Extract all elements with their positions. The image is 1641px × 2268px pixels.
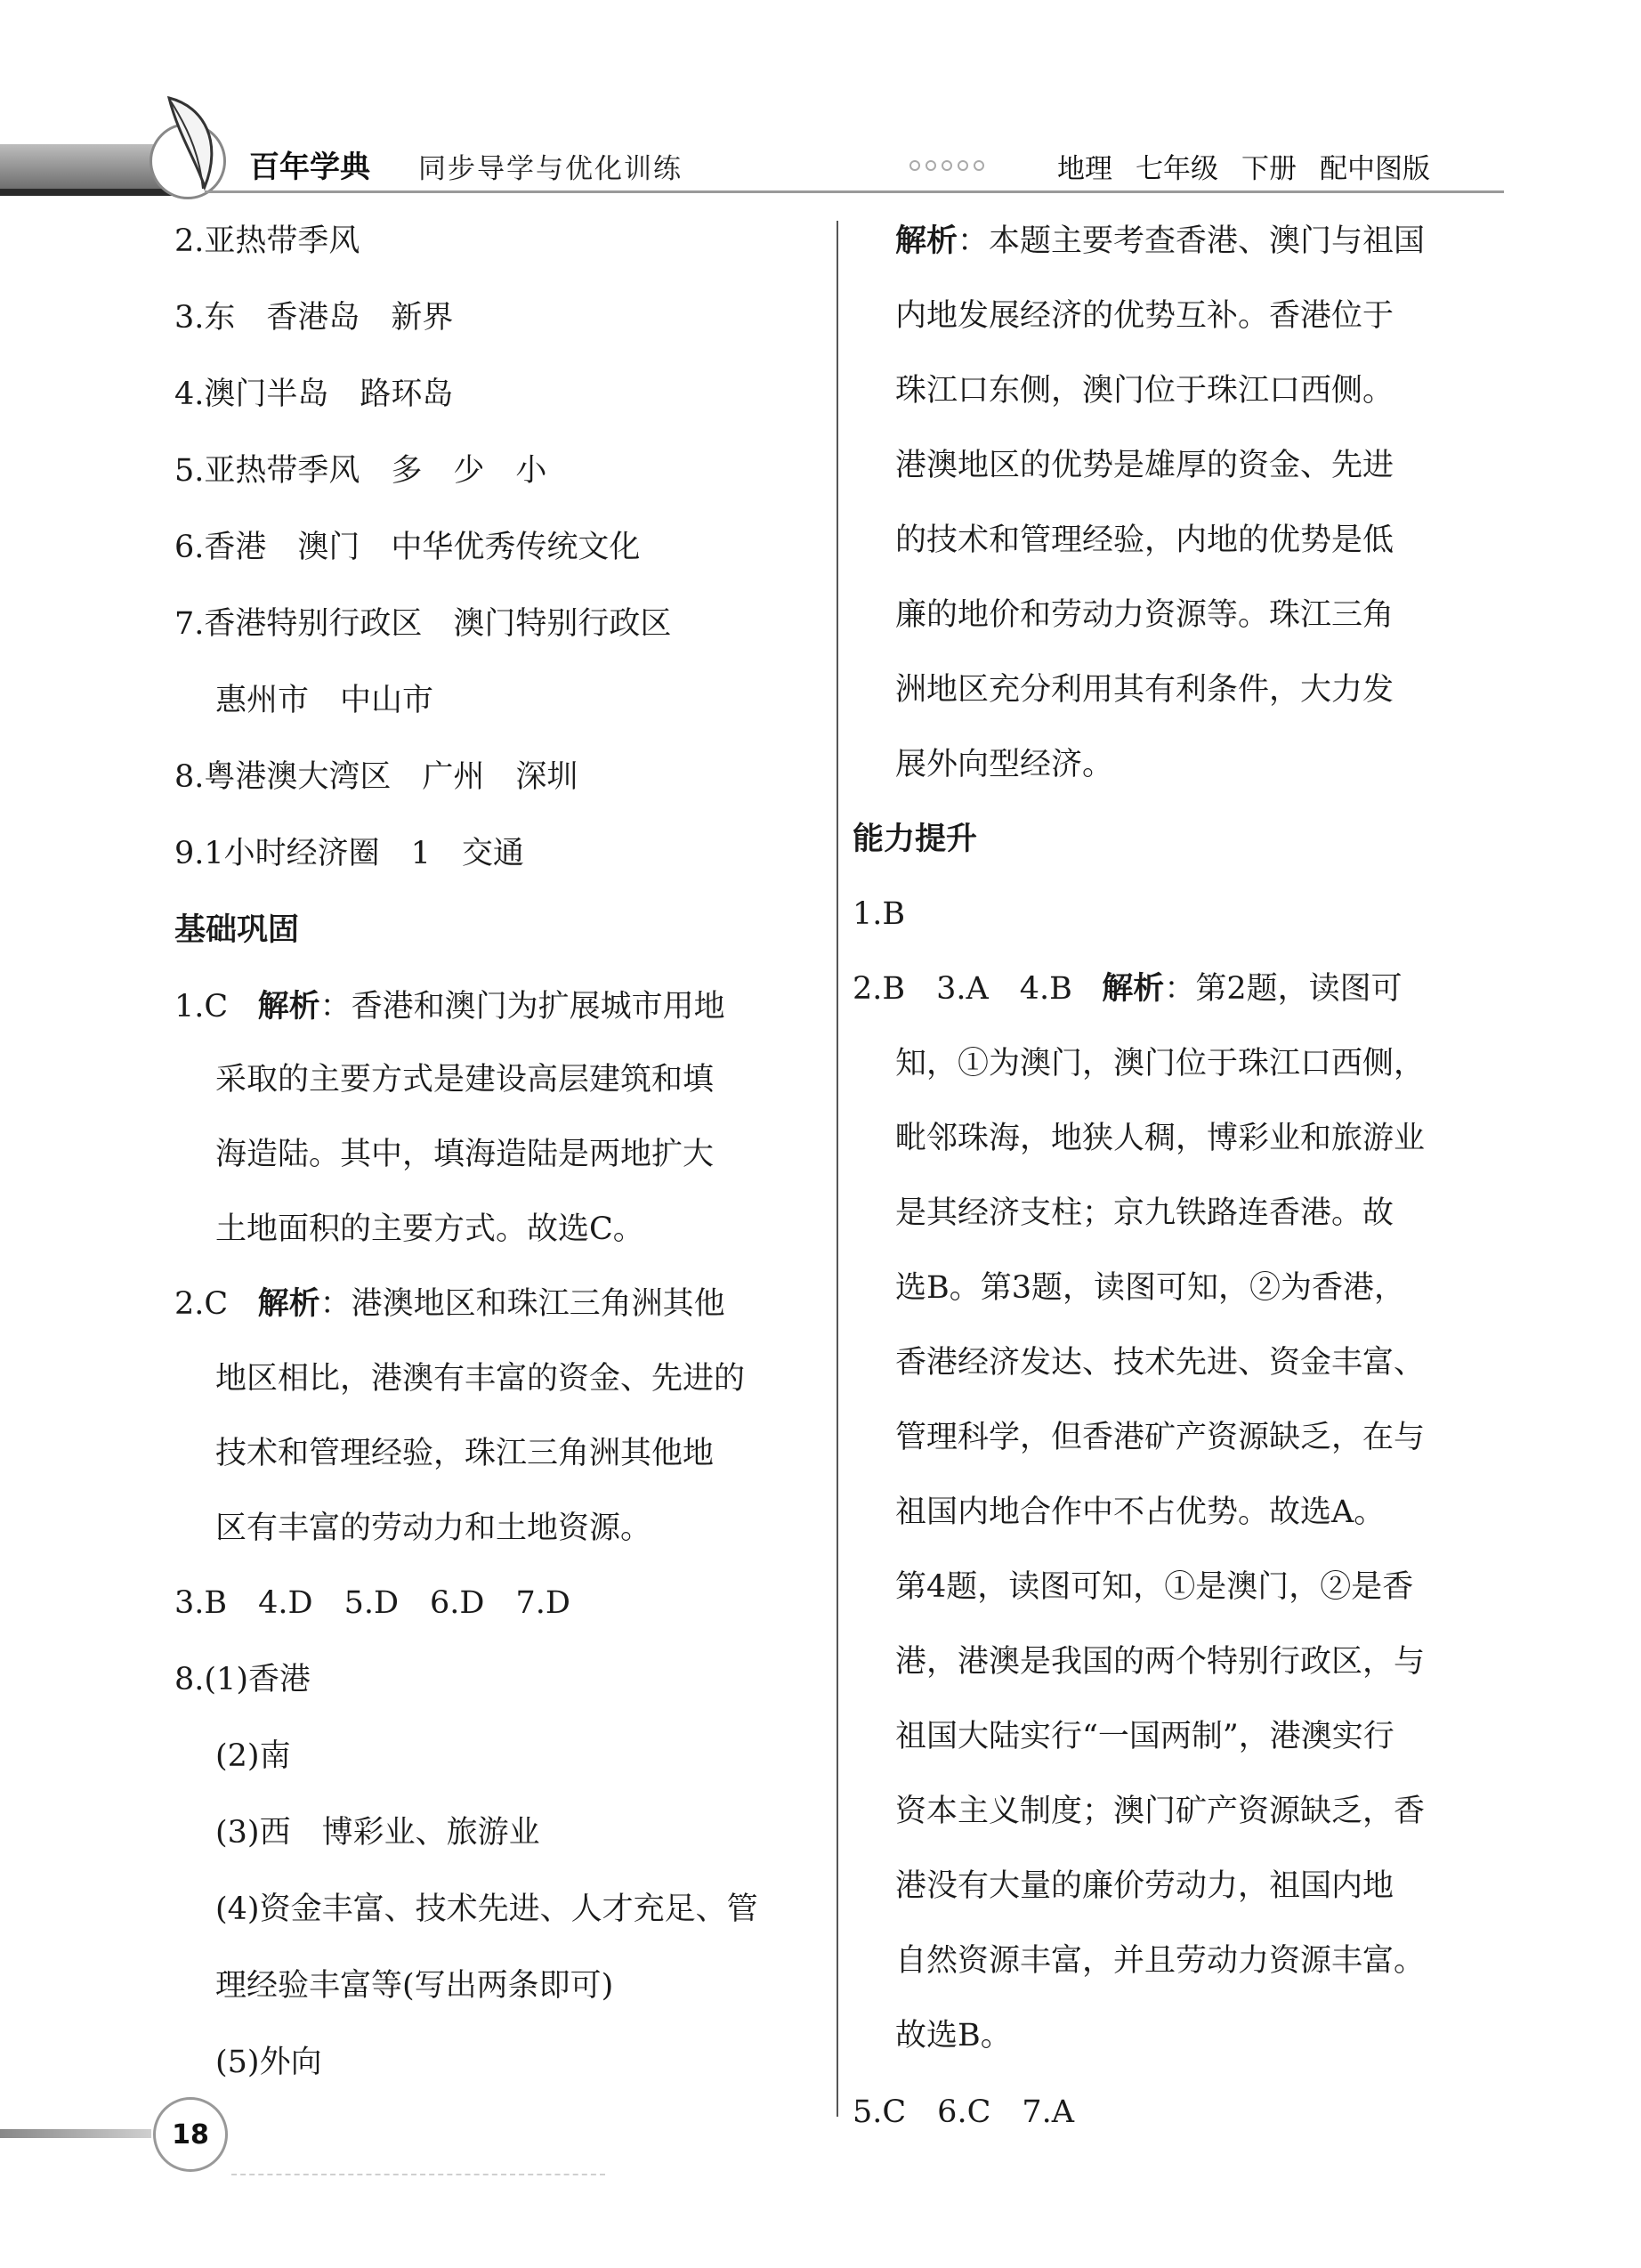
section-title-advanced: 能力提升 [853, 822, 978, 857]
q2-answer: 2.C [174, 1286, 229, 1322]
ans2-analysis-text: ：第2题，读图可 [1164, 971, 1403, 1007]
page-number: 18 [153, 2097, 228, 2172]
ans1-line: 1.B [853, 896, 906, 932]
q2-first-line [174, 1286, 725, 1322]
analysis-label: 解析 [1102, 971, 1165, 1007]
q2-analysis-text: ：港澳地区和珠江三角洲其他 [319, 1286, 725, 1322]
brand-title: 百年学典 [249, 150, 370, 185]
ans2-first-line [853, 971, 1403, 1007]
ans2-analysis-line: 祖国大陆实行“一国两制”，港澳实行 [895, 1719, 1394, 1754]
ans2-analysis-line: 故选B。 [895, 2018, 1012, 2053]
q8-line: (4)资金丰富、技术先进、人才充足、管 [215, 1891, 758, 1927]
ans2-analysis-line: 资本主义制度；澳门矿产资源缺乏，香 [895, 1794, 1426, 1829]
quill-icon [151, 89, 249, 196]
q8-line: (3)西 博彩业、旅游业 [215, 1815, 540, 1851]
q8-line: 8.(1)香港 [174, 1662, 311, 1697]
intro-analysis-line: 洲地区充分利用其有利条件，大力发 [895, 672, 1394, 708]
answers-3-7: 3.B 4.D 5.D 6.D 7.D [174, 1585, 570, 1621]
answer-line: 4.澳门半岛 路环岛 [174, 377, 454, 412]
ans2-analysis-line: 管理科学，但香港矿产资源缺乏，在与 [895, 1420, 1426, 1455]
ans2-analysis-line: 自然资源丰富，并且劳动力资源丰富。 [895, 1943, 1426, 1979]
ans2-analysis-line: 港，港澳是我国的两个特别行政区，与 [895, 1644, 1426, 1680]
analysis-label: 解析 [257, 1286, 320, 1322]
q2-analysis-line: 地区相比，港澳有丰富的资金、先进的 [215, 1361, 746, 1397]
intro-analysis-line: 的技术和管理经验，内地的优势是低 [895, 522, 1394, 558]
answer-line: 5.亚热带季风 多 少 小 [174, 453, 547, 489]
q2-analysis-line: 区有丰富的劳动力和土地资源。 [215, 1511, 652, 1546]
ans2-analysis-line: 选B。第3题，读图可知，②为香港， [895, 1270, 1405, 1306]
intro-analysis-line: 港澳地区的优势是雄厚的资金、先进 [895, 448, 1394, 483]
intro-analysis-text: ：本题主要考查香港、澳门与祖国 [958, 223, 1426, 259]
ans2-analysis-line: 毗邻珠海，地狭人稠，博彩业和旅游业 [895, 1121, 1426, 1156]
q1-analysis-line: 土地面积的主要方式。故选C。 [215, 1211, 644, 1247]
answer-line: 8.粤港澳大湾区 广州 深圳 [174, 759, 578, 795]
book-meta [1057, 146, 1430, 186]
header-rule [205, 190, 1504, 193]
analysis-label: 解析 [257, 989, 320, 1025]
answers-5-7: 5.C 6.C 7.A [853, 2094, 1075, 2130]
intro-analysis-line: 展外向型经济。 [895, 747, 1114, 782]
answer-line: 7.香港特别行政区 澳门特别行政区 [174, 606, 672, 642]
q1-answer: 1.C [174, 989, 229, 1025]
subject-label: 地理 [1057, 153, 1112, 185]
intro-first-line [895, 223, 1426, 259]
answer-line: 惠州市 中山市 [215, 683, 434, 718]
ans2-analysis-line: 祖国内地合作中不占优势。故选A。 [895, 1494, 1386, 1530]
q8-line: (5)外向 [215, 2045, 322, 2080]
q1-analysis-line: 海造陆。其中，填海造陆是两地扩大 [215, 1137, 715, 1172]
ans2-analysis-line: 是其经济支柱；京九铁路连香港。故 [895, 1195, 1394, 1231]
page-header [0, 89, 1641, 205]
analysis-label: 解析 [895, 223, 958, 259]
answer-line: 2.亚热带季风 [174, 223, 360, 259]
header-dots-decor [909, 160, 984, 171]
volume-label: 下册 [1241, 153, 1297, 185]
footer-dashed-rule [231, 2174, 605, 2175]
intro-analysis-line: 内地发展经济的优势互补。香港位于 [895, 298, 1394, 334]
intro-analysis-line: 廉的地价和劳动力资源等。珠江三角 [895, 597, 1394, 633]
footer-decor-bar [0, 2129, 151, 2138]
ans2-analysis-line: 港没有大量的廉价劳动力，祖国内地 [895, 1868, 1394, 1904]
answer-line: 9.1小时经济圈 1 交通 [174, 836, 524, 871]
ans2-analysis-line: 香港经济发达、技术先进、资金丰富、 [895, 1345, 1426, 1381]
series-subtitle: 同步导学与优化训练 [418, 153, 683, 185]
section-title-basic: 基础巩固 [174, 912, 300, 948]
grade-label: 七年级 [1136, 153, 1218, 185]
ans2-analysis-line: 第4题，读图可知，①是澳门，②是香 [895, 1569, 1414, 1605]
intro-analysis-line: 珠江口东侧，澳门位于珠江口西侧。 [895, 373, 1394, 409]
ans2-4-answers: 2.B 3.A 4.B [853, 971, 1072, 1007]
answer-line: 3.东 香港岛 新界 [174, 300, 454, 336]
q1-analysis-text: ：香港和澳门为扩展城市用地 [319, 989, 725, 1025]
answer-line: 6.香港 澳门 中华优秀传统文化 [174, 530, 641, 565]
q2-analysis-line: 技术和管理经验，珠江三角洲其他地 [215, 1436, 715, 1471]
q1-analysis-line: 采取的主要方式是建设高层建筑和填 [215, 1062, 715, 1098]
ans2-analysis-line: 知，①为澳门，澳门位于珠江口西侧， [895, 1046, 1426, 1081]
column-divider [837, 221, 838, 2117]
edition-label: 配中图版 [1320, 153, 1430, 185]
q1-first-line [174, 989, 725, 1025]
q8-line: (2)南 [215, 1738, 291, 1774]
q8-line: 理经验丰富等(写出两条即可) [215, 1968, 614, 2004]
